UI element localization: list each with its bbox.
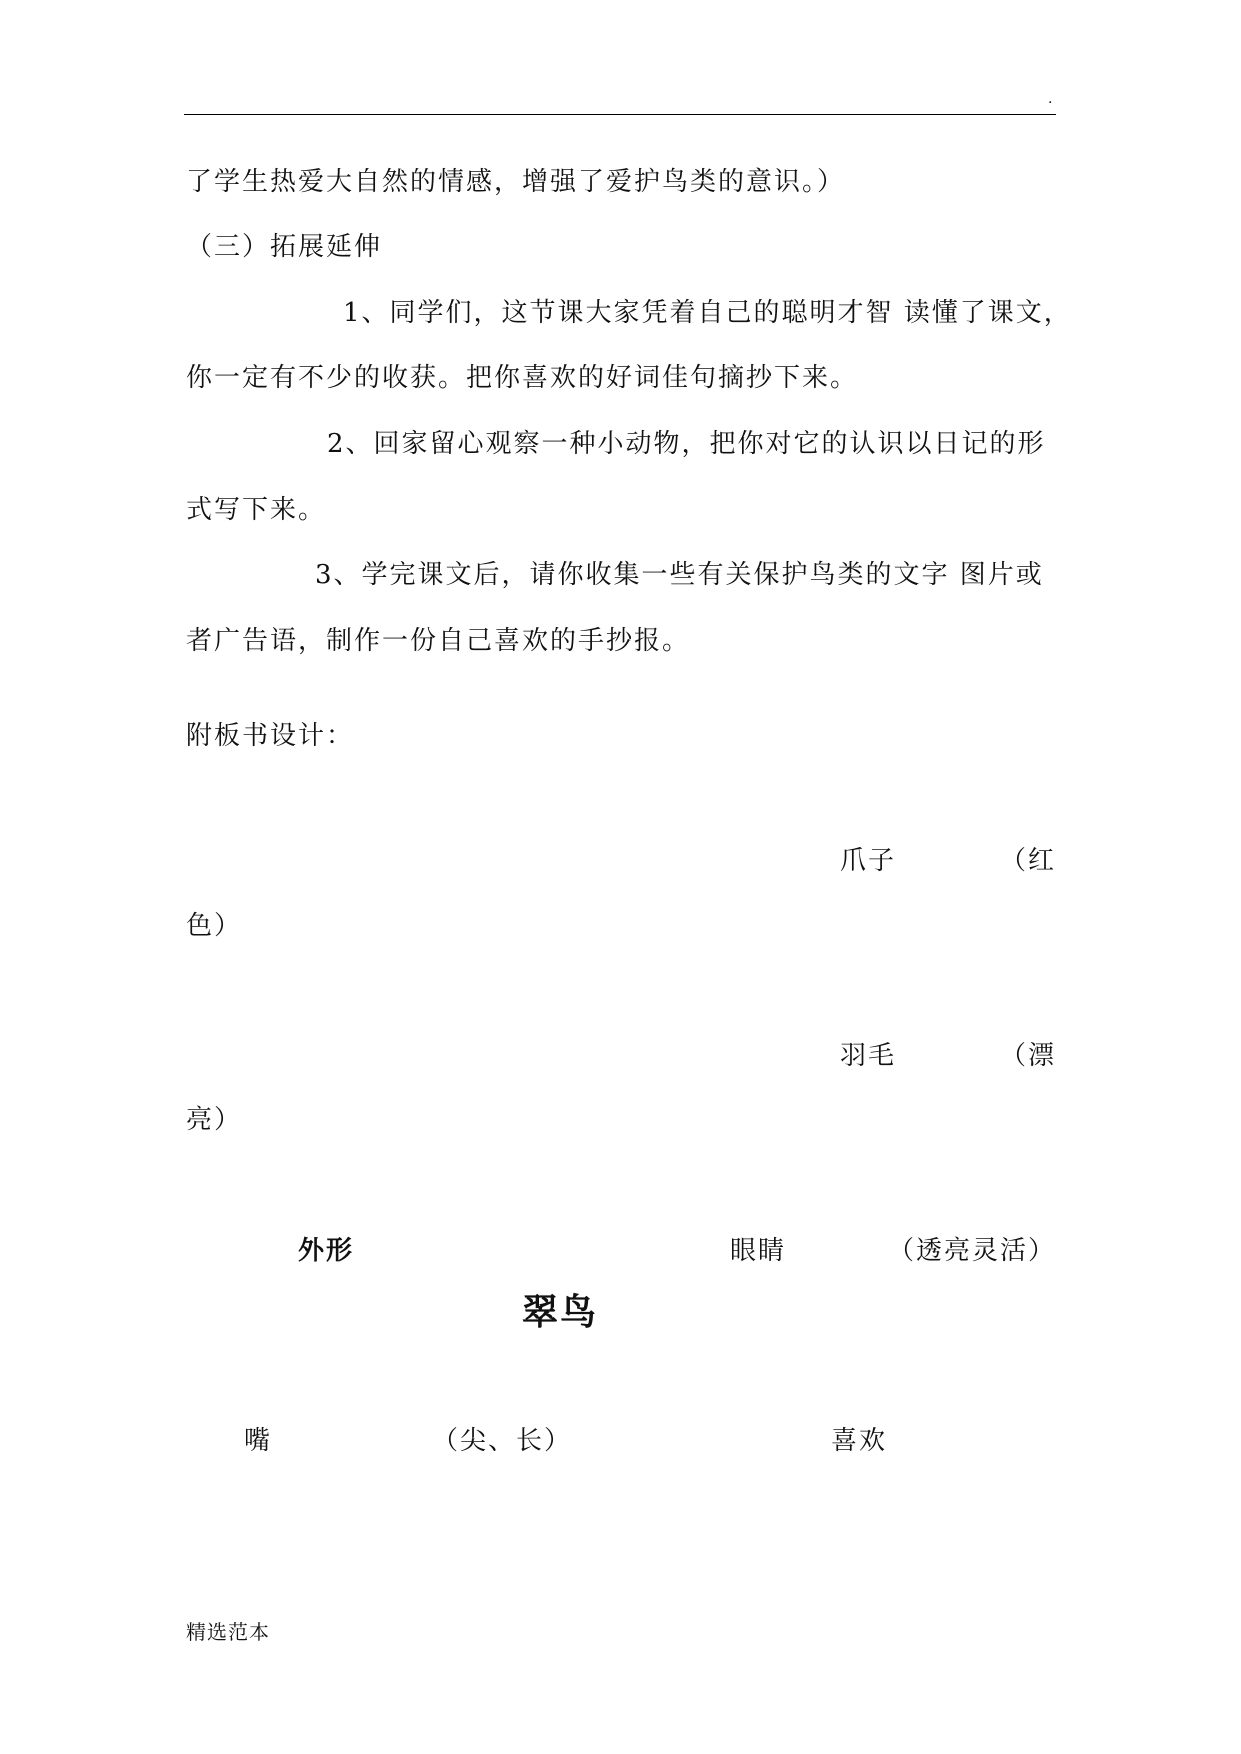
task-item-3-line-2: 者广告语，制作一份自己喜欢的手抄报。 [186, 626, 691, 656]
board-beak-desc: （尖、长） [432, 1426, 573, 1456]
board-appearance: 外形 [298, 1236, 355, 1266]
task-item-1-line-1: 1、同学们，这节课大家凭着自己的聪明才智 读懂了课文， [343, 298, 1072, 328]
board-claw-desc-start: （红 [1000, 846, 1057, 876]
board-feather-desc-end: 亮） [186, 1105, 243, 1135]
header-rule [184, 114, 1056, 115]
section-heading: （三）拓展延伸 [186, 232, 383, 262]
board-feather: 羽毛 [840, 1041, 897, 1071]
board-title: 翠鸟 [522, 1291, 599, 1333]
task-item-3-line-1: 3、学完课文后，请你收集一些有关保护鸟类的文字 图片或 [315, 560, 1044, 590]
board-design-label: 附板书设计： [186, 721, 355, 751]
board-claw: 爪子 [840, 846, 897, 876]
board-feather-desc-start: （漂 [1000, 1041, 1057, 1071]
task-item-2-line-2: 式写下来。 [186, 495, 327, 525]
header-mark: . [1048, 91, 1053, 107]
task-item-1-line-2: 你一定有不少的收获。把你喜欢的好词佳句摘抄下来。 [186, 363, 859, 393]
board-eyes-desc: （透亮灵活） [888, 1236, 1057, 1266]
board-claw-desc-end: 色） [186, 911, 243, 941]
task-item-2-line-1: 2、回家留心观察一种小动物，把你对它的认识以日记的形 [327, 429, 1046, 459]
paragraph-line: 了学生热爱大自然的情感，增强了爱护鸟类的意识。） [186, 167, 846, 197]
footer-text: 精选范本 [186, 1620, 270, 1644]
board-eyes: 眼睛 [730, 1236, 787, 1266]
board-beak: 嘴 [244, 1426, 273, 1456]
board-like: 喜欢 [831, 1426, 888, 1456]
